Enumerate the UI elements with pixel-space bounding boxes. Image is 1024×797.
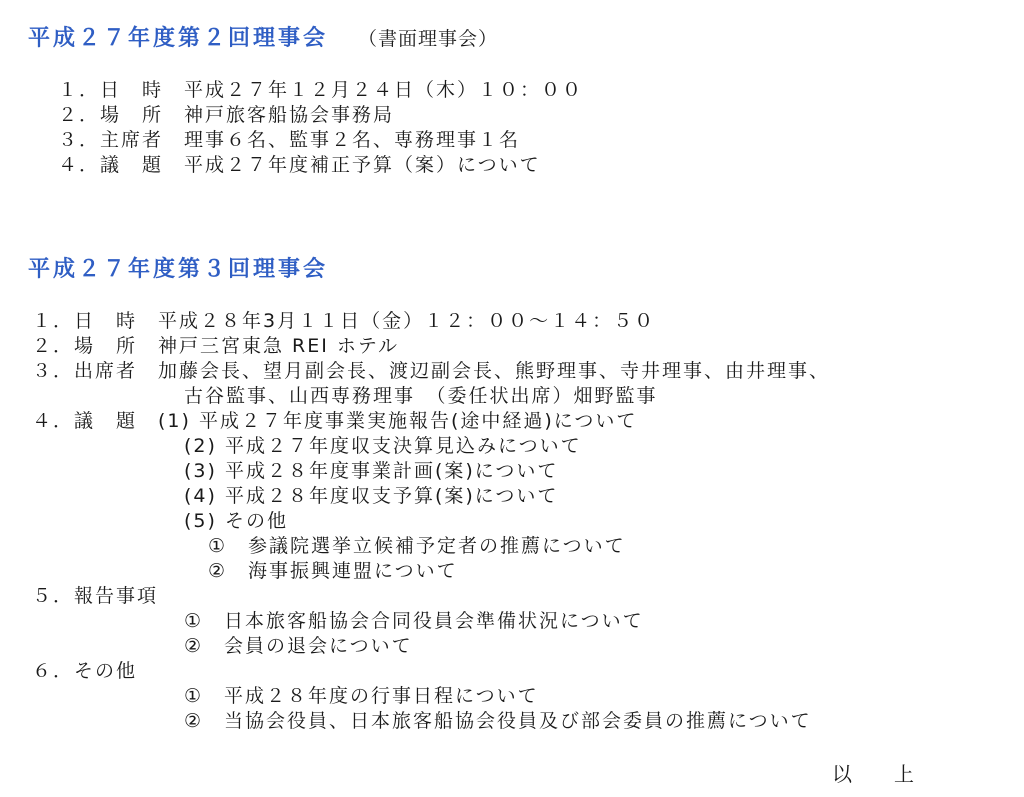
section2-other-heading: ６．その他 (32, 660, 138, 682)
section1-line-agenda: ４．議 題 平成２７年度補正予算（案）について (58, 154, 541, 176)
section2-line-attendees-cont: 古谷監事、山西専務理事 （委任状出席）畑野監事 (184, 385, 658, 407)
section2-other-item-1: ① 平成２８年度の行事日程について (184, 685, 539, 707)
closing-char-2: 上 (894, 762, 916, 786)
section2-report-item-1: ① 日本旅客船協会合同役員会準備状況について (184, 610, 644, 632)
section1-heading: 平成２７年度第２回理事会 （書面理事会） (28, 26, 499, 51)
section1-line-attendees: ３．主席者 理事６名、監事２名、専務理事１名 (58, 129, 521, 151)
section2-agenda-item-5: (5) その他 (184, 510, 288, 532)
section1-heading-note: （書面理事会） (358, 28, 499, 50)
section2-agenda-sub-2: ② 海事振興連盟について (208, 560, 458, 582)
section2-heading: 平成２７年度第３回理事会 (28, 257, 329, 282)
section2-line-attendees: ３．出席者 加藤会長、望月副会長、渡辺副会長、熊野理事、寺井理事、由井理事、 (32, 360, 831, 382)
closing-char-1: 以 (832, 762, 854, 786)
section2-agenda-item-1: ４．議 題 (1) 平成２７年度事業実施報告(途中経過)について (32, 410, 638, 432)
section2-report-item-2: ② 会員の退会について (184, 635, 413, 657)
section2-agenda-sub-1: ① 参議院選挙立候補予定者の推薦について (208, 535, 626, 557)
section2-agenda-item-3: (3) 平成２８年度事業計画(案)について (184, 460, 559, 482)
section2-line-date: １．日 時 平成２８年3月１１日（金）１２：００～１４：５０ (32, 310, 656, 332)
section2-agenda-item-4: (4) 平成２８年度収支予算(案)について (184, 485, 559, 507)
section2-line-place: ２．場 所 神戸三宮東急 REI ホテル (32, 335, 399, 357)
section2-other-item-2: ② 当協会役員、日本旅客船協会役員及び部会委員の推薦について (184, 710, 812, 732)
section1-line-date: １．日 時 平成２７年１２月２４日（木）１０：００ (58, 79, 584, 101)
section2-report-heading: ５．報告事項 (32, 585, 159, 607)
closing-mark (832, 758, 916, 787)
section1-line-place: ２．場 所 神戸旅客船協会事務局 (58, 104, 395, 126)
section2-agenda-item-2: (2) 平成２７年度収支決算見込みについて (184, 435, 582, 457)
